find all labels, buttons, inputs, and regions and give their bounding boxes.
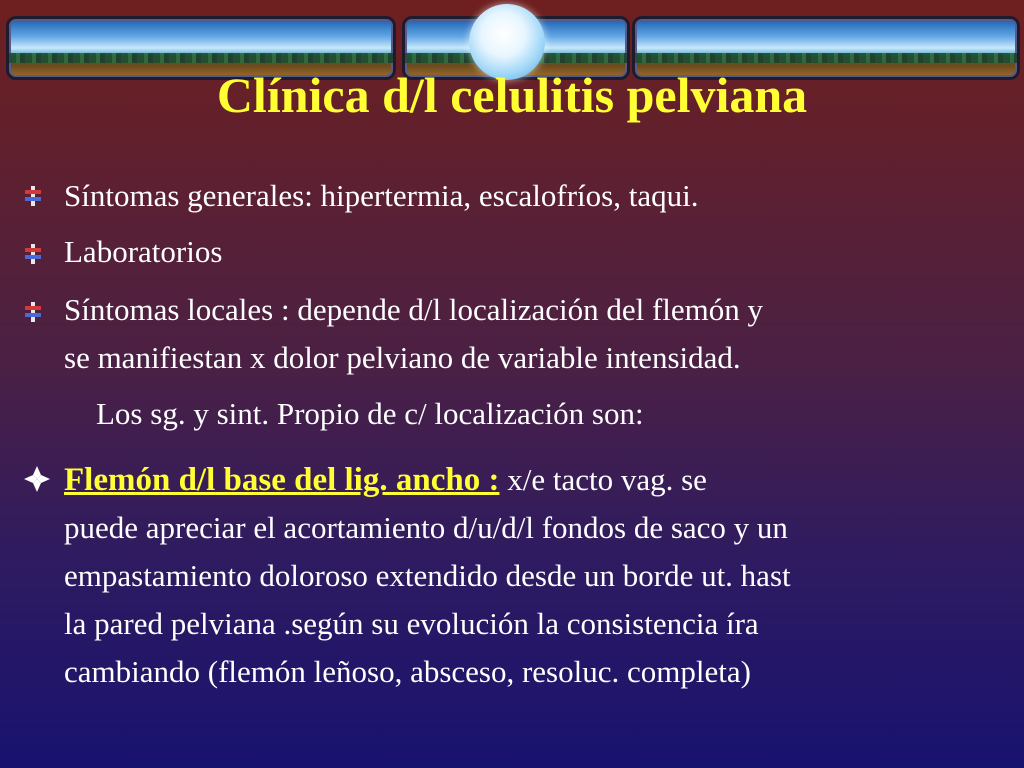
diamond-bullet-icon [22, 464, 52, 494]
highlight-line4: la pared pelviana .según su evolución la consistencia íra [64, 606, 759, 641]
highlight-line1 [64, 456, 1004, 504]
highlight-line2: puede apreciar el acortamiento d/u/d/l fondos de saco y un [64, 510, 788, 545]
bullet-local-symptoms-line1: Síntomas locales : depende d/l localización del flemón y [64, 292, 764, 327]
stacked-bars-bullet-icon [24, 302, 42, 322]
highlight-line1-rest: x/e tacto vag. se [499, 462, 707, 497]
bullet-laboratories: Laboratorios [64, 234, 223, 269]
stacked-bars-bullet-icon [24, 186, 42, 206]
bullet-local-symptoms-line2: se manifiestan x dolor pelviano de variable intensidad. [64, 340, 741, 375]
localization-subtext: Los sg. y sint. Propio de c/ localización son: [96, 396, 644, 431]
highlight-line5: cambiando (flemón leñoso, absceso, resoluc. completa) [64, 654, 751, 689]
slide-title: Clínica d/l celulitis pelviana [216, 67, 808, 123]
bullet-general-symptoms: Síntomas generales: hipertermia, escalofríos, taqui. [64, 178, 699, 213]
highlight-heading: Flemón d/l base del lig. ancho : [64, 462, 500, 498]
stacked-bars-bullet-icon [24, 244, 42, 264]
highlight-line3: empastamiento doloroso extendido desde un borde ut. hast [64, 558, 791, 593]
